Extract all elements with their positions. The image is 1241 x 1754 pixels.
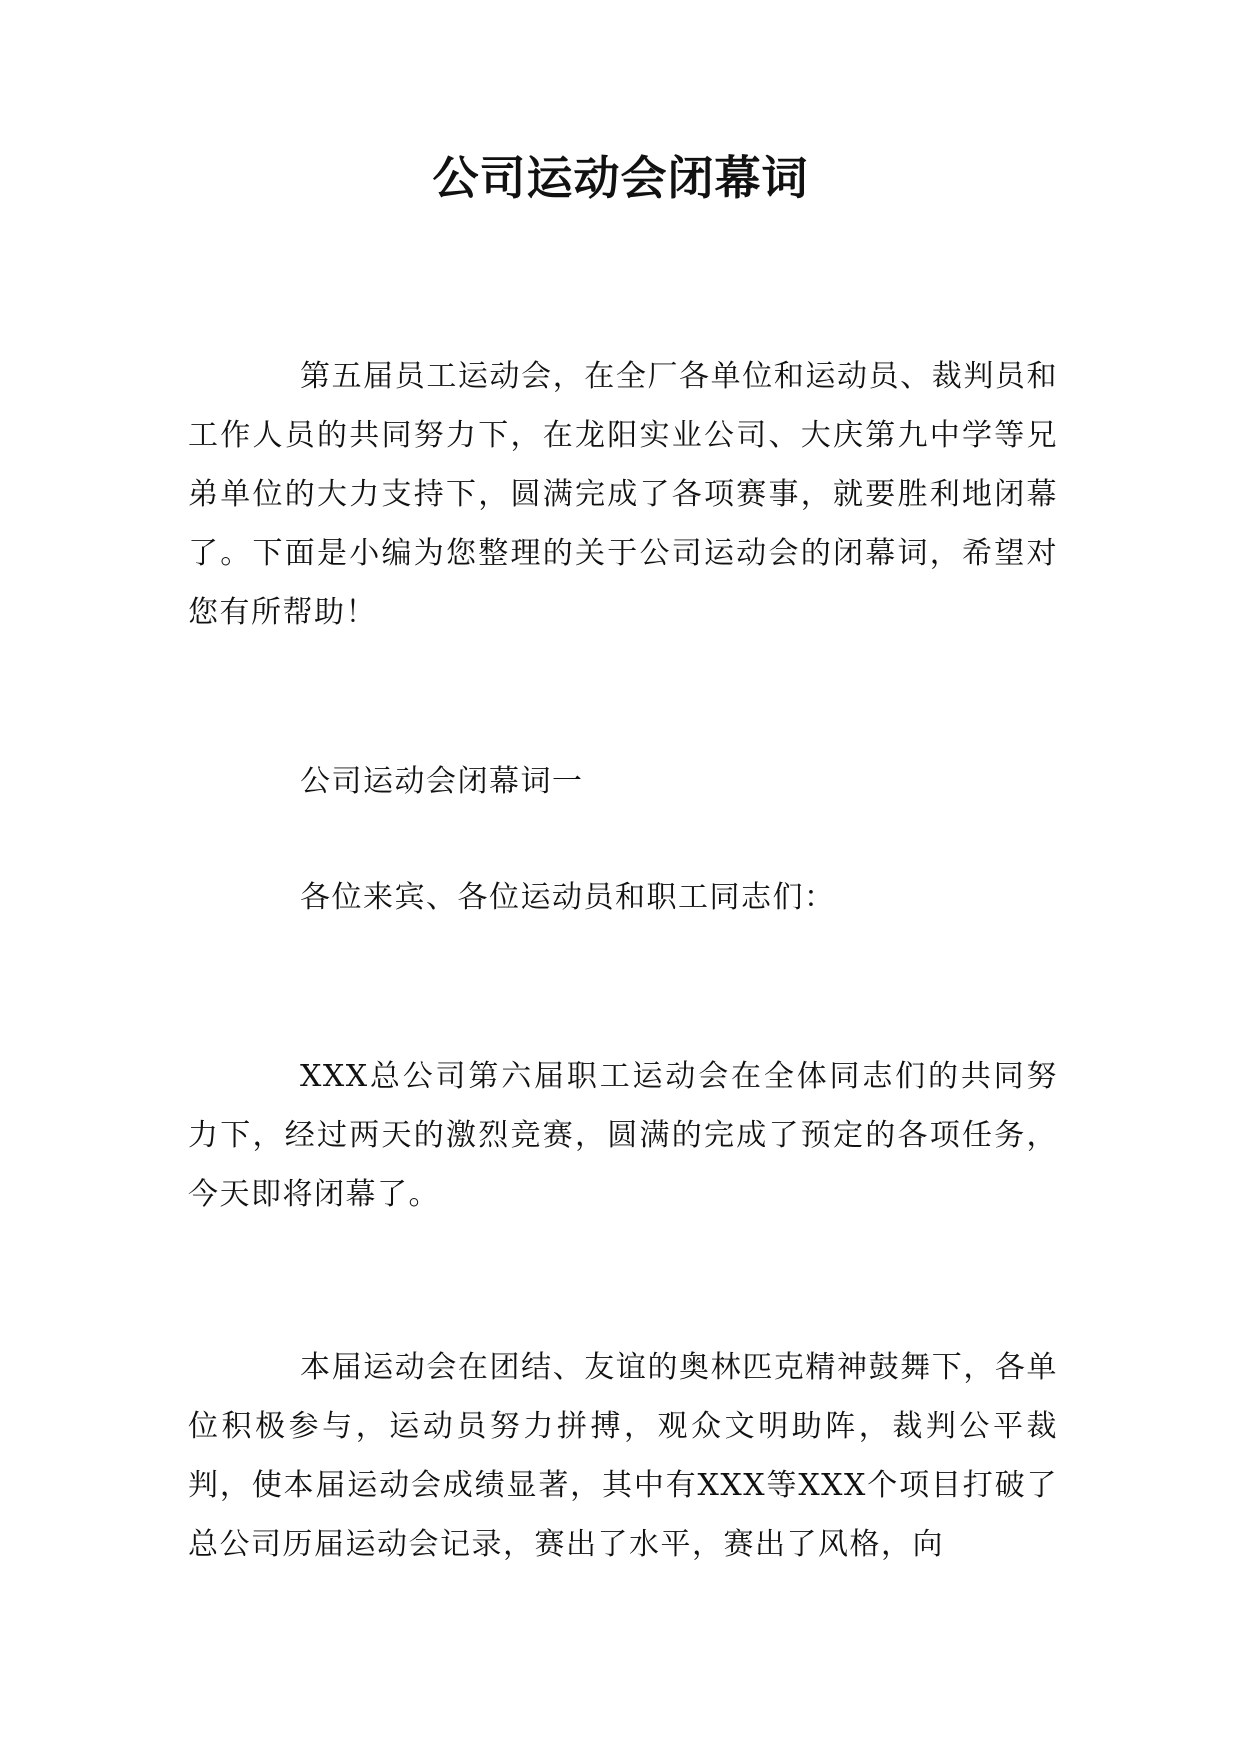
body-paragraph-2: 本届运动会在团结、友谊的奥林匹克精神鼓舞下，各单位积极参与，运动员努力拼搏，观众文明助阵，裁判公平裁判，使本届运动会成绩显著，其中有XXX等XXX个项目打破了总公司历届运动会记录，赛出了水平，赛出了风格，向 bbox=[188, 1350, 1058, 1562]
intro-paragraph: 第五届员工运动会，在全厂各单位和运动员、裁判员和工作人员的共同努力下，在龙阳实业公司、大庆第九中学等兄弟单位的大力支持下，圆满完成了各项赛事，就要胜利地闭幕了。下面是小编为您整理的关于公司运动会的闭幕词，希望对您有所帮助！ bbox=[188, 359, 1058, 630]
body-paragraph-1: XXX总公司第六届职工运动会在全体同志们的共同努力下，经过两天的激烈竞赛，圆满的完成了预定的各项任务，今天即将闭幕了。 bbox=[188, 1059, 1058, 1212]
section-heading: 公司运动会闭幕词一 bbox=[300, 764, 584, 799]
salutation: 各位来宾、各位运动员和职工同志们： bbox=[300, 880, 836, 915]
document-title: 公司运动会闭幕词 bbox=[432, 151, 809, 205]
